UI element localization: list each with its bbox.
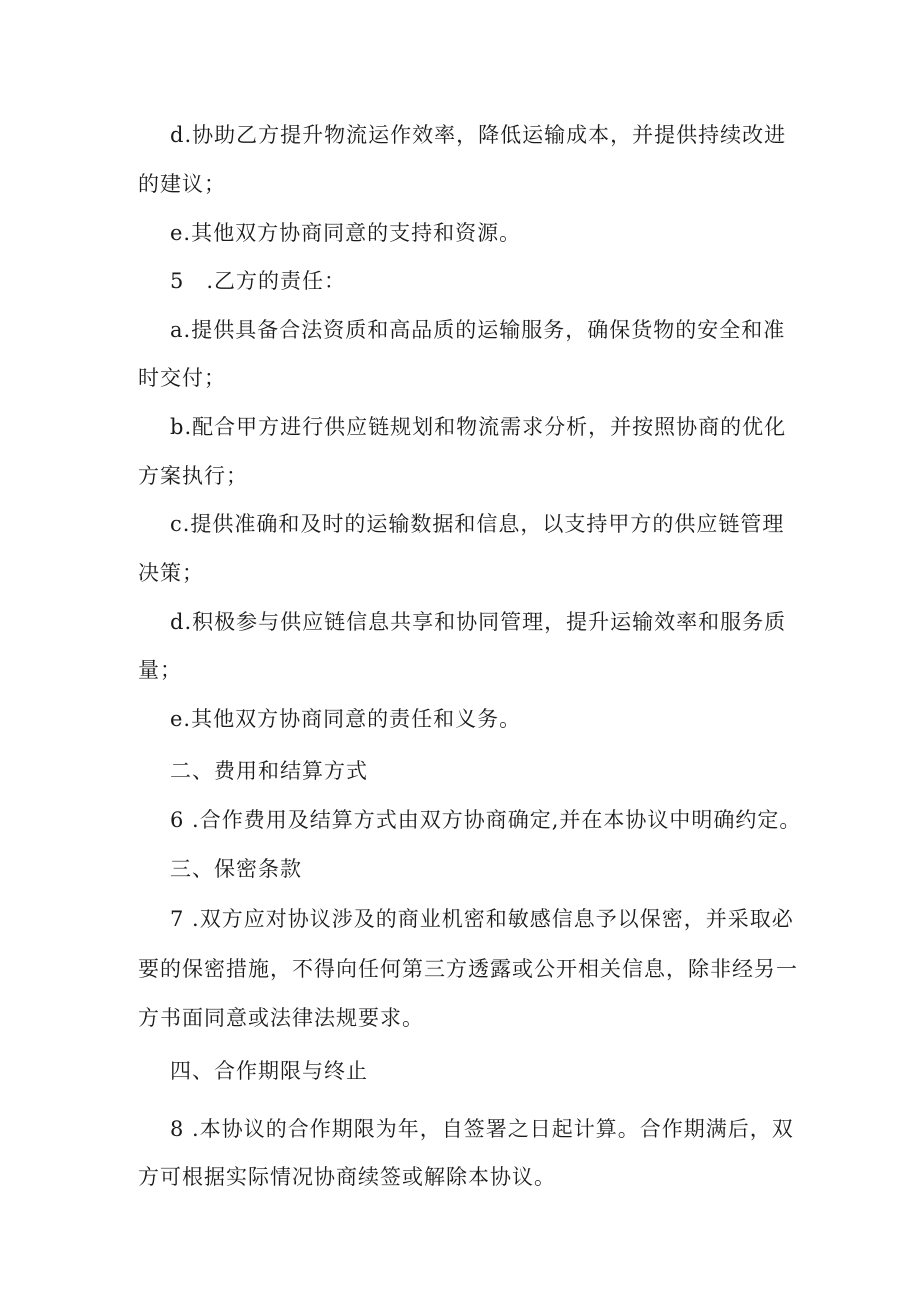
text-line: 方书面同意或法律法规要求。 <box>138 1006 424 1030</box>
text-line: 方案执行； <box>138 464 248 488</box>
text-line: 要的保密措施，不得向任何第三方透露或公开相关信息，除非经另一 <box>138 957 798 981</box>
text-line: 决策； <box>138 561 204 585</box>
text-line: e.其他双方协商同意的责任和义务。 <box>170 707 522 731</box>
text-line: 时交付； <box>138 366 226 390</box>
text-line: 的建议； <box>138 172 226 196</box>
text-line: d.协助乙方提升物流运作效率，降低运输成本，并提供持续改进 <box>170 123 787 147</box>
section-heading: 5 .乙方的责任： <box>170 269 347 293</box>
text-line: b.配合甲方进行供应链规划和物流需求分析，并按照协商的优化 <box>170 415 787 439</box>
text-line: 量； <box>138 658 182 682</box>
text-line: 6 .合作费用及结算方式由双方协商确定,并在本协议中明确约定。 <box>170 808 802 832</box>
section-heading: 三、保密条款 <box>170 857 302 881</box>
section-heading: 二、费用和结算方式 <box>170 759 368 783</box>
text-line: a.提供具备合法资质和高品质的运输服务，确保货物的安全和准 <box>170 318 786 342</box>
text-line: 8 .本协议的合作期限为年，自签署之日起计算。合作期满后，双 <box>170 1117 794 1141</box>
section-heading: 四、合作期限与终止 <box>170 1059 368 1083</box>
text-line: c.提供准确和及时的运输数据和信息，以支持甲方的供应链管理 <box>170 512 785 536</box>
text-line: 7 .双方应对协议涉及的商业机密和敏感信息予以保密，并采取必 <box>170 907 794 931</box>
text-line: e.其他双方协商同意的支持和资源。 <box>170 221 522 245</box>
text-line: 方可根据实际情况协商续签或解除本协议。 <box>138 1165 556 1189</box>
text-line: d.积极参与供应链信息共享和协同管理，提升运输效率和服务质 <box>170 610 787 634</box>
